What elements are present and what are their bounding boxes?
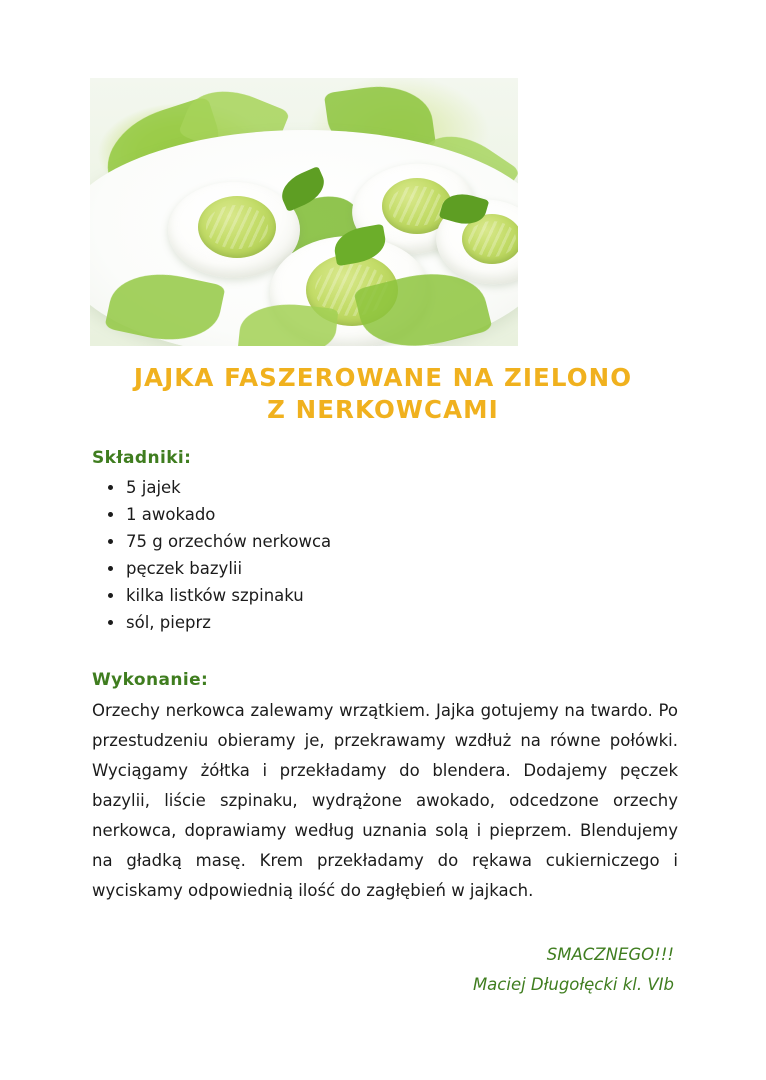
closing-block bbox=[92, 940, 678, 1000]
deviled-eggs-photo bbox=[90, 78, 518, 346]
list-item: sól, pieprz bbox=[126, 609, 678, 636]
list-item: kilka listków szpinaku bbox=[126, 582, 678, 609]
bon-appetit-text: SMACZNEGO!!! bbox=[546, 945, 674, 964]
page-title-line1: JAJKA FASZEROWANE NA ZIELONO bbox=[133, 363, 633, 392]
page-title bbox=[0, 362, 766, 426]
ingredients-heading: Składniki: bbox=[92, 448, 192, 468]
ingredients-list bbox=[92, 474, 678, 636]
method-heading: Wykonanie: bbox=[92, 670, 209, 690]
list-item: 5 jajek bbox=[126, 474, 678, 501]
page-title-line2: Z NERKOWCAMI bbox=[267, 395, 499, 424]
list-item: pęczek bazylii bbox=[126, 555, 678, 582]
recipe-content bbox=[92, 448, 678, 1000]
method-text: Orzechy nerkowca zalewamy wrzątkiem. Jajka gotujemy na twardo. Po przestudzeniu obieramy je, przekrawamy wzdłuż na równe połówki. Wyciągamy żółtka i przekładamy do blendera. Dodajemy pęczek bazylii, liście szpinaku, wydrążone awokado, odcedzone orzechy nerkowca, doprawiamy według uznania solą i pieprzem. Blendujemy na gładką masę. Krem przekładamy do rękawa cukierniczego i wyciskamy odpowiednią ilość do zagłębień w jajkach. bbox=[92, 701, 678, 900]
avocado-filling bbox=[198, 196, 276, 258]
list-item: 75 g orzechów nerkowca bbox=[126, 528, 678, 555]
list-item: 1 awokado bbox=[126, 501, 678, 528]
recipe-photo bbox=[90, 78, 518, 346]
author-text: Maciej Długołęcki kl. VIb bbox=[472, 975, 674, 994]
